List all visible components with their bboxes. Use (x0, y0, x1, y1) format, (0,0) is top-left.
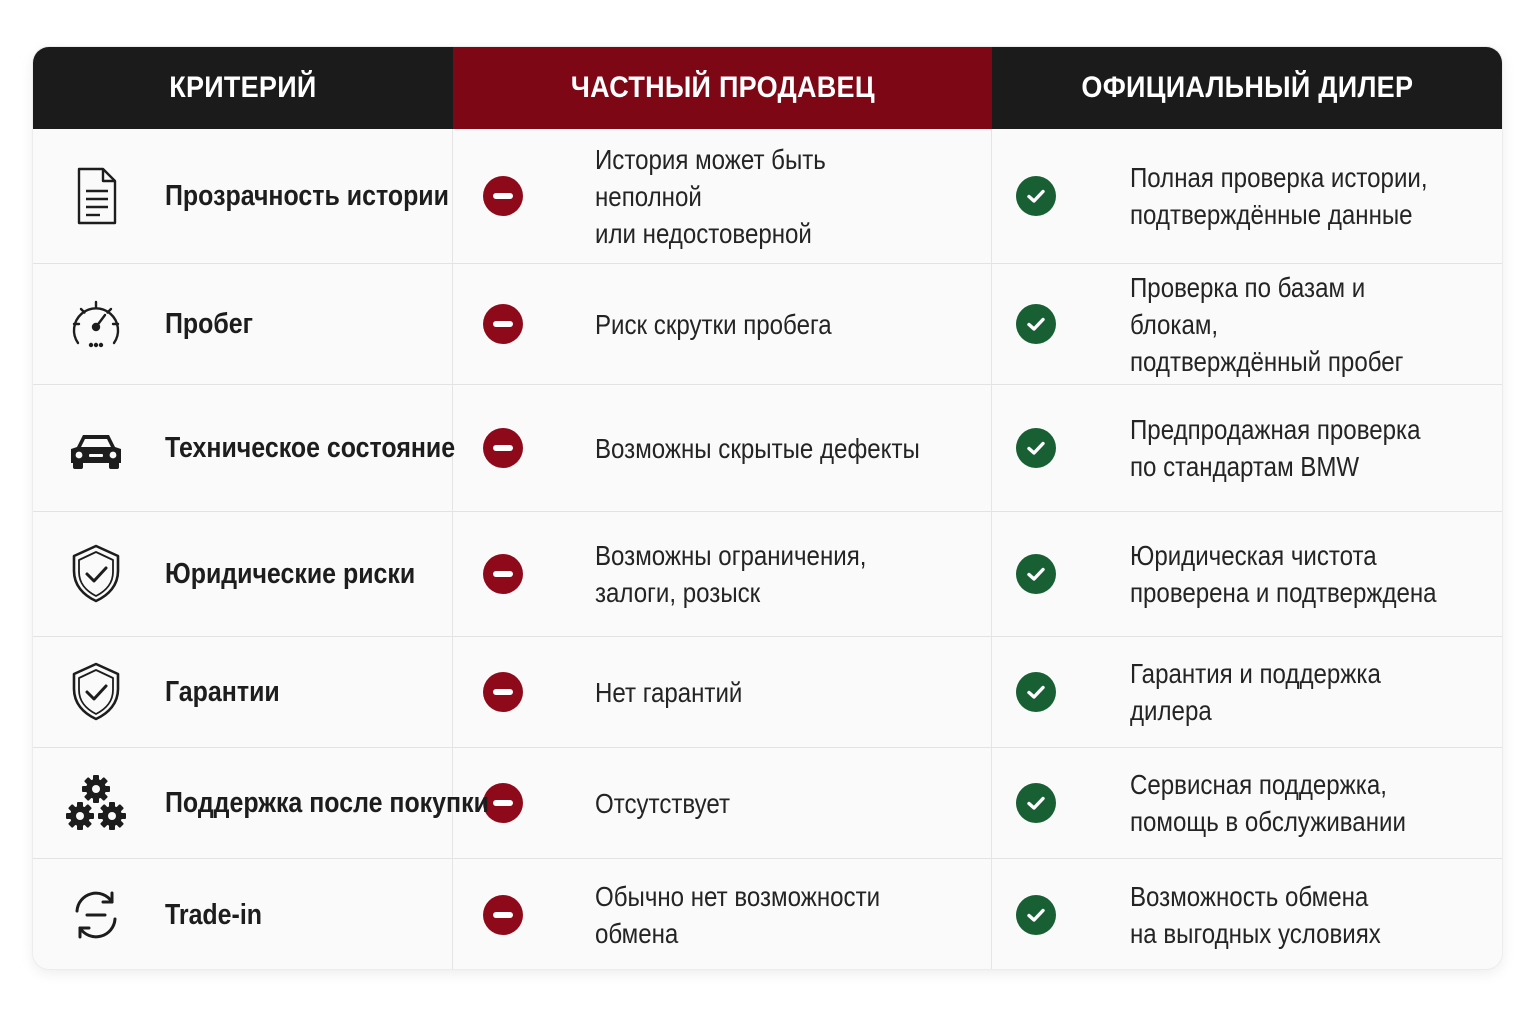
private-seller-cell (453, 264, 992, 384)
criterion-cell (33, 637, 453, 747)
minus-icon (483, 176, 523, 216)
minus-icon (483, 554, 523, 594)
criterion-label: Гарантии (165, 675, 280, 708)
criterion-label: Поддержка после покупки (165, 786, 489, 819)
official-dealer-text: Проверка по базам и блокам, подтверждённый пробег (1130, 271, 1404, 377)
official-dealer-cell (992, 512, 1502, 636)
document-icon (65, 165, 127, 227)
private-seller-cell (453, 748, 992, 858)
official-dealer-text: Полная проверка истории, подтверждённые данные (1130, 162, 1428, 230)
comparison-table (33, 47, 1502, 969)
official-dealer-text: Гарантия и поддержка дилера (1130, 658, 1381, 726)
private-seller-cell (453, 859, 992, 969)
criterion-label: Trade-in (165, 898, 263, 931)
criterion-label: Техническое состояние (165, 431, 456, 464)
minus-icon (483, 428, 523, 468)
table-header (33, 47, 1502, 129)
criterion-label: Прозрачность истории (165, 179, 449, 212)
official-dealer-text: Возможность обмена на выгодных условиях (1130, 881, 1381, 949)
private-seller-cell (453, 129, 992, 263)
speedometer-icon (65, 293, 127, 355)
gears-icon (65, 772, 127, 834)
official-dealer-cell (992, 859, 1502, 969)
official-dealer-cell (992, 264, 1502, 384)
private-seller-cell (453, 512, 992, 636)
criterion-cell (33, 512, 453, 636)
check-icon (1016, 895, 1056, 935)
minus-icon (483, 304, 523, 344)
private-seller-cell (453, 637, 992, 747)
official-dealer-text: Юридическая чистота проверена и подтверждена (1130, 540, 1437, 608)
header-criterion (33, 47, 453, 129)
official-dealer-cell (992, 385, 1502, 511)
check-icon (1016, 176, 1056, 216)
private-seller-cell (453, 385, 992, 511)
header-private-seller-label: ЧАСТНЫЙ ПРОДАВЕЦ (570, 71, 875, 104)
check-icon (1016, 554, 1056, 594)
header-private-seller (453, 47, 992, 129)
check-icon (1016, 428, 1056, 468)
private-seller-text: Обычно нет возможности обмена (595, 881, 881, 949)
table-row (33, 859, 1502, 969)
criterion-cell (33, 264, 453, 384)
criterion-cell (33, 748, 489, 858)
criterion-cell (33, 859, 453, 969)
header-official-dealer-label: ОФИЦИАЛЬНЫЙ ДИЛЕР (1081, 71, 1413, 104)
criterion-label: Пробег (165, 307, 254, 340)
official-dealer-text: Предпродажная проверка по стандартам BMW (1130, 414, 1421, 482)
header-criterion-label: КРИТЕРИЙ (169, 71, 317, 104)
table-row (33, 748, 1502, 859)
private-seller-text: Возможны ограничения, залоги, розыск (595, 540, 867, 608)
criterion-cell (33, 129, 453, 263)
header-official-dealer (992, 47, 1502, 129)
minus-icon (483, 895, 523, 935)
private-seller-text: Отсутствует (595, 787, 731, 819)
minus-icon (483, 672, 523, 712)
table-row (33, 264, 1502, 385)
shield-check-icon (65, 543, 127, 605)
table-row (33, 385, 1502, 512)
criterion-cell (33, 385, 456, 511)
table-row (33, 129, 1502, 264)
check-icon (1016, 672, 1056, 712)
table-row (33, 512, 1502, 637)
private-seller-text: Возможны скрытые дефекты (595, 432, 920, 464)
exchange-icon (65, 884, 127, 946)
shield-check-icon (65, 661, 127, 723)
check-icon (1016, 304, 1056, 344)
check-icon (1016, 783, 1056, 823)
official-dealer-cell (992, 637, 1502, 747)
table-row (33, 637, 1502, 748)
car-icon (65, 417, 127, 479)
official-dealer-cell (992, 129, 1502, 263)
private-seller-text: Риск скрутки пробега (595, 308, 832, 340)
private-seller-text: Нет гарантий (595, 676, 743, 708)
criterion-label: Юридические риски (165, 557, 416, 590)
private-seller-text: История может быть неполной или недостоверной (595, 143, 826, 249)
minus-icon (483, 783, 523, 823)
official-dealer-cell (992, 748, 1502, 858)
official-dealer-text: Сервисная поддержка, помощь в обслуживании (1130, 769, 1406, 837)
